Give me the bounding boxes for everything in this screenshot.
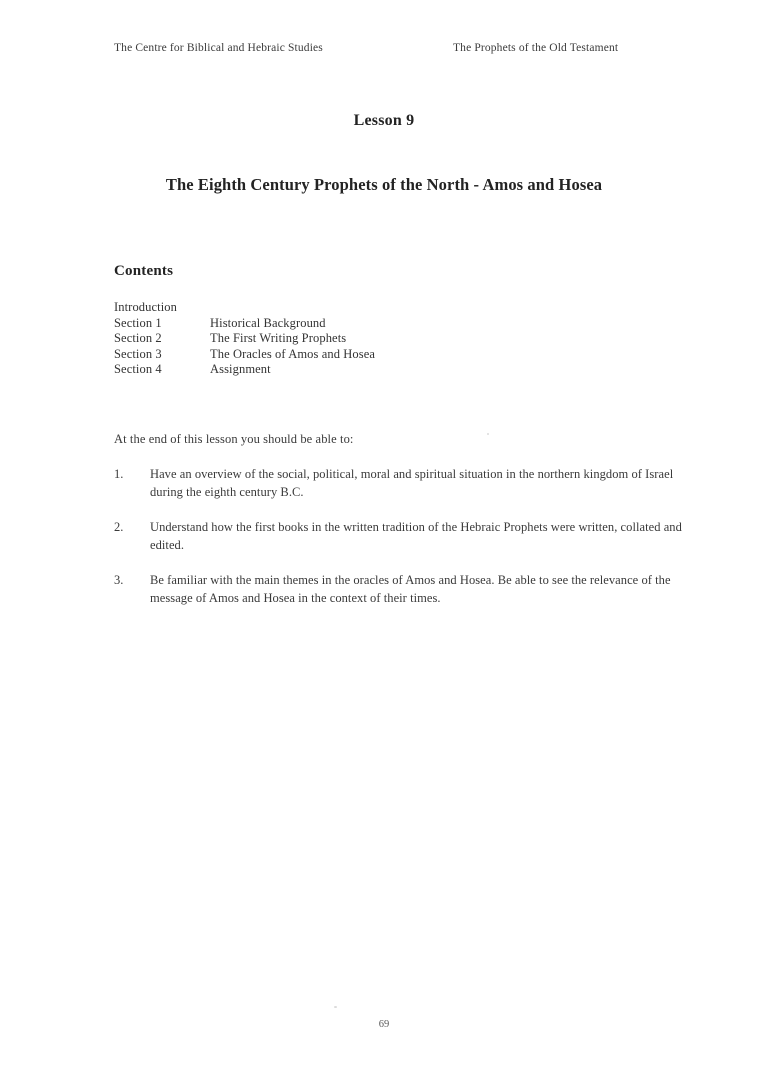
contents-row — [114, 316, 514, 332]
contents-row-description: The Oracles of Amos and Hosea — [210, 346, 376, 361]
objective-item — [114, 519, 697, 554]
objective-number: 2. — [114, 520, 124, 534]
contents-list — [114, 300, 514, 378]
scan-speck — [487, 433, 489, 435]
contents-row-label: Section 1 — [114, 315, 162, 330]
objective-item — [114, 572, 697, 607]
contents-row — [114, 331, 514, 347]
contents-row-label: Introduction — [114, 300, 177, 314]
contents-row — [114, 362, 514, 378]
lesson-number-heading: Lesson 9 — [353, 112, 415, 129]
objective-text: Have an overview of the social, political, moral and spiritual situation in the northern kingdom of Israel during the eighth century B.C. — [150, 467, 674, 499]
objective-item — [114, 466, 697, 501]
contents-row — [114, 347, 514, 363]
contents-row-label: Section 2 — [114, 331, 162, 345]
contents-row-description: The First Writing Prophets — [210, 331, 347, 345]
objective-number: 1. — [114, 467, 124, 481]
contents-row — [114, 300, 514, 316]
objectives-list — [114, 466, 697, 625]
objective-text: Be familiar with the main themes in the oracles of Amos and Hosea. Be able to see the relevance of the message of Amos and Hosea in the context of their times. — [150, 573, 671, 605]
contents-row-label: Section 3 — [114, 346, 162, 361]
header-left-text: The Centre for Biblical and Hebraic Studies — [114, 42, 323, 54]
scan-speck — [334, 1006, 337, 1008]
objective-number: 3. — [114, 573, 124, 587]
contents-heading: Contents — [114, 263, 174, 279]
header-right-text: The Prophets of the Old Testament — [453, 42, 619, 54]
contents-row-label: Section 4 — [114, 362, 162, 376]
page-number: 69 — [378, 1019, 390, 1030]
running-header — [114, 42, 654, 60]
page-title: The Eighth Century Prophets of the North - Amos and Hosea — [165, 175, 603, 194]
objective-text: Understand how the first books in the written tradition of the Hebraic Prophets were written, collated and edited. — [150, 520, 682, 552]
contents-row-description: Historical Background — [210, 315, 326, 330]
contents-row-description: Assignment — [210, 362, 271, 376]
objectives-intro-text: At the end of this lesson you should be able to: — [114, 432, 354, 446]
